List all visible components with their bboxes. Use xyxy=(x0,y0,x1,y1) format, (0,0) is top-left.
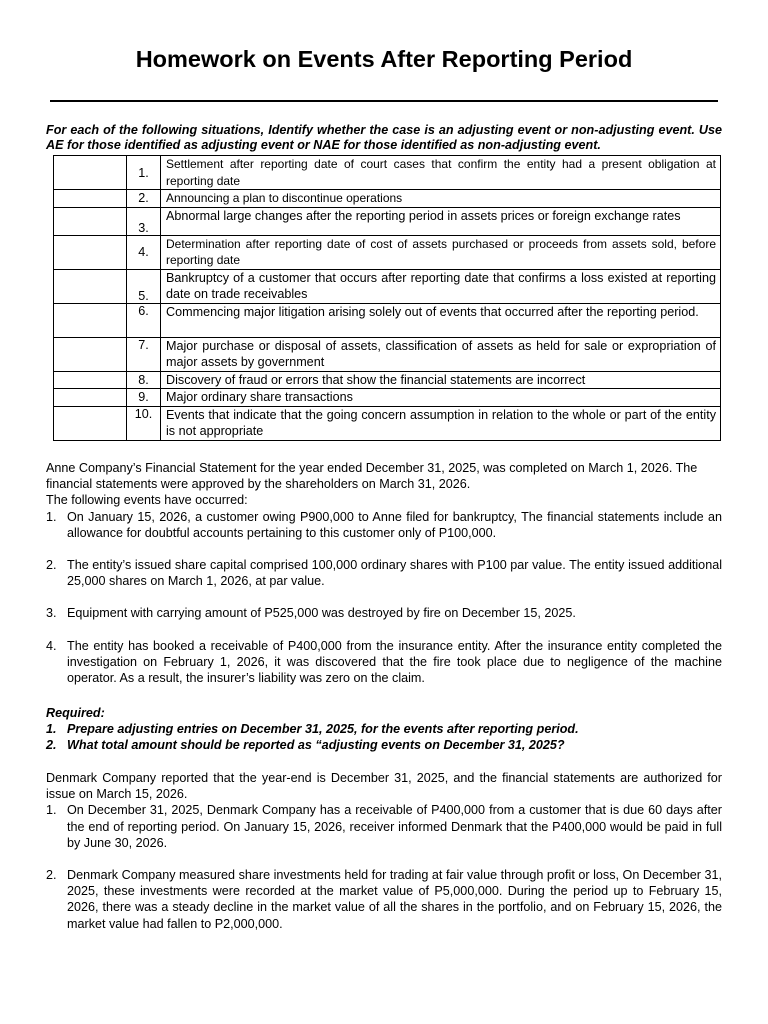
answer-cell xyxy=(54,207,127,235)
list-number: 1. xyxy=(46,509,57,524)
list-text: What total amount should be reported as “adjusting events on December 31, 2025? xyxy=(67,738,565,753)
row-number: 3. xyxy=(127,207,161,235)
event-description: Bankruptcy of a customer that occurs after reporting date that confirms a loss existed at reporting date on trade receivables xyxy=(161,269,721,303)
list-number: 3. xyxy=(46,606,57,621)
list-text: The entity’s issued share capital comprised 100,000 ordinary shares with P100 par value. The entity issued additional 25,000 shares on March 1, 2026, at par value. xyxy=(67,558,722,589)
list-item xyxy=(46,605,722,621)
denmark-events-list xyxy=(46,802,722,931)
event-description: Major ordinary share transactions xyxy=(161,389,721,407)
table-row xyxy=(54,156,721,190)
answer-cell xyxy=(54,190,127,208)
list-item xyxy=(46,721,722,737)
event-description: Determination after reporting date of cost of assets purchased or proceeds from assets sold, before reporting date xyxy=(161,235,721,269)
list-item xyxy=(46,737,722,753)
list-text: On January 15, 2026, a customer owing P900,000 to Anne filed for bankruptcy, The financial statements include an allowance for doubtful accounts pertaining to this customer only of P100,000. xyxy=(67,509,722,540)
table-row xyxy=(54,337,721,371)
answer-cell xyxy=(54,337,127,371)
events-table xyxy=(53,155,721,441)
list-number: 4. xyxy=(46,638,57,653)
table-row xyxy=(54,406,721,440)
anne-intro-events: The following events have occurred: xyxy=(46,493,248,508)
table-row xyxy=(54,389,721,407)
required-section xyxy=(46,705,722,754)
list-item xyxy=(46,638,722,687)
table-row xyxy=(54,371,721,389)
list-text: Denmark Company measured share investments held for trading at fair value through profit or loss, On December 31, 2025, these investments were recorded at the market value of P5,000,000. During the period up to February 15, 2026, there was a steady decline in the market value of all the shares in the portfolio, and on February 15, 2026, the market value had fallen to P2,000,000. xyxy=(67,868,722,931)
required-list xyxy=(46,721,722,753)
list-number: 2. xyxy=(46,868,57,883)
table-row xyxy=(54,303,721,337)
row-number: 6. xyxy=(127,303,161,337)
event-description: Abnormal large changes after the reporting period in assets prices or foreign exchange rates xyxy=(161,207,721,235)
event-description: Announcing a plan to discontinue operations xyxy=(161,190,721,208)
required-label: Required: xyxy=(46,706,105,720)
row-number: 8. xyxy=(127,371,161,389)
page-title: Homework on Events After Reporting Period xyxy=(135,46,633,72)
row-number: 2. xyxy=(127,190,161,208)
list-number: 2. xyxy=(46,558,57,573)
list-item xyxy=(46,867,722,932)
row-number: 1. xyxy=(127,156,161,190)
answer-cell xyxy=(54,156,127,190)
anne-intro: Anne Company’s Financial Statement for the year ended December 31, 2025, was completed on March 1, 2026. The financial statements were approved by the shareholders on March 31, 2026. xyxy=(46,461,698,492)
table-row xyxy=(54,207,721,235)
row-number: 7. xyxy=(127,337,161,371)
answer-cell xyxy=(54,406,127,440)
row-number: 10. xyxy=(127,406,161,440)
row-number: 4. xyxy=(127,235,161,269)
event-description: Settlement after reporting date of court cases that confirm the entity had a present obligation at reporting date xyxy=(161,156,721,190)
list-number: 1. xyxy=(46,803,57,818)
event-description: Discovery of fraud or errors that show the financial statements are incorrect xyxy=(161,371,721,389)
event-description: Events that indicate that the going concern assumption in relation to the whole or part of the entity is not appropriate xyxy=(161,406,721,440)
title-underline xyxy=(50,100,718,102)
table-row xyxy=(54,235,721,269)
event-description: Commencing major litigation arising solely out of events that occurred after the reporting period. xyxy=(161,303,721,337)
list-text: The entity has booked a receivable of P400,000 from the insurance entity. After the insurance entity completed the investigation on February 1, 2026, it was discovered that the fire took place due to negligence of the machine operator. As a result, the insurer’s liability was zero on the claim. xyxy=(67,638,722,686)
event-description: Major purchase or disposal of assets, classification of assets as held for sale or expropriation of major assets by government xyxy=(161,337,721,371)
row-number: 5. xyxy=(127,269,161,303)
answer-cell xyxy=(54,389,127,407)
list-item xyxy=(46,802,722,851)
row-number: 9. xyxy=(127,389,161,407)
list-number: 1. xyxy=(46,722,57,737)
denmark-section xyxy=(46,770,722,932)
anne-events-list xyxy=(46,509,722,687)
list-number: 2. xyxy=(46,738,57,753)
answer-cell xyxy=(54,303,127,337)
answer-cell xyxy=(54,269,127,303)
list-text: Equipment with carrying amount of P525,000 was destroyed by fire on December 15, 2025. xyxy=(67,606,576,621)
answer-cell xyxy=(54,235,127,269)
list-text: Prepare adjusting entries on December 31, 2025, for the events after reporting period. xyxy=(67,722,579,737)
answer-cell xyxy=(54,371,127,389)
list-item xyxy=(46,509,722,541)
anne-section xyxy=(46,460,722,686)
denmark-intro: Denmark Company reported that the year-end is December 31, 2025, and the financial statements are authorized for issue on March 15, 2026. xyxy=(46,771,722,802)
instructions: For each of the following situations, Identify whether the case is an adjusting event or non-adjusting event. Use AE for those identified as adjusting event or NAE for those identified as non-adjusting event. xyxy=(46,123,722,152)
list-item xyxy=(46,557,722,589)
table-row xyxy=(54,190,721,208)
table-row xyxy=(54,269,721,303)
list-text: On December 31, 2025, Denmark Company has a receivable of P400,000 from a customer that is due 60 days after the end of reporting period. On January 15, 2026, receiver informed Denmark that the P400,000 would be paid in full by June 30, 2026. xyxy=(67,803,722,850)
